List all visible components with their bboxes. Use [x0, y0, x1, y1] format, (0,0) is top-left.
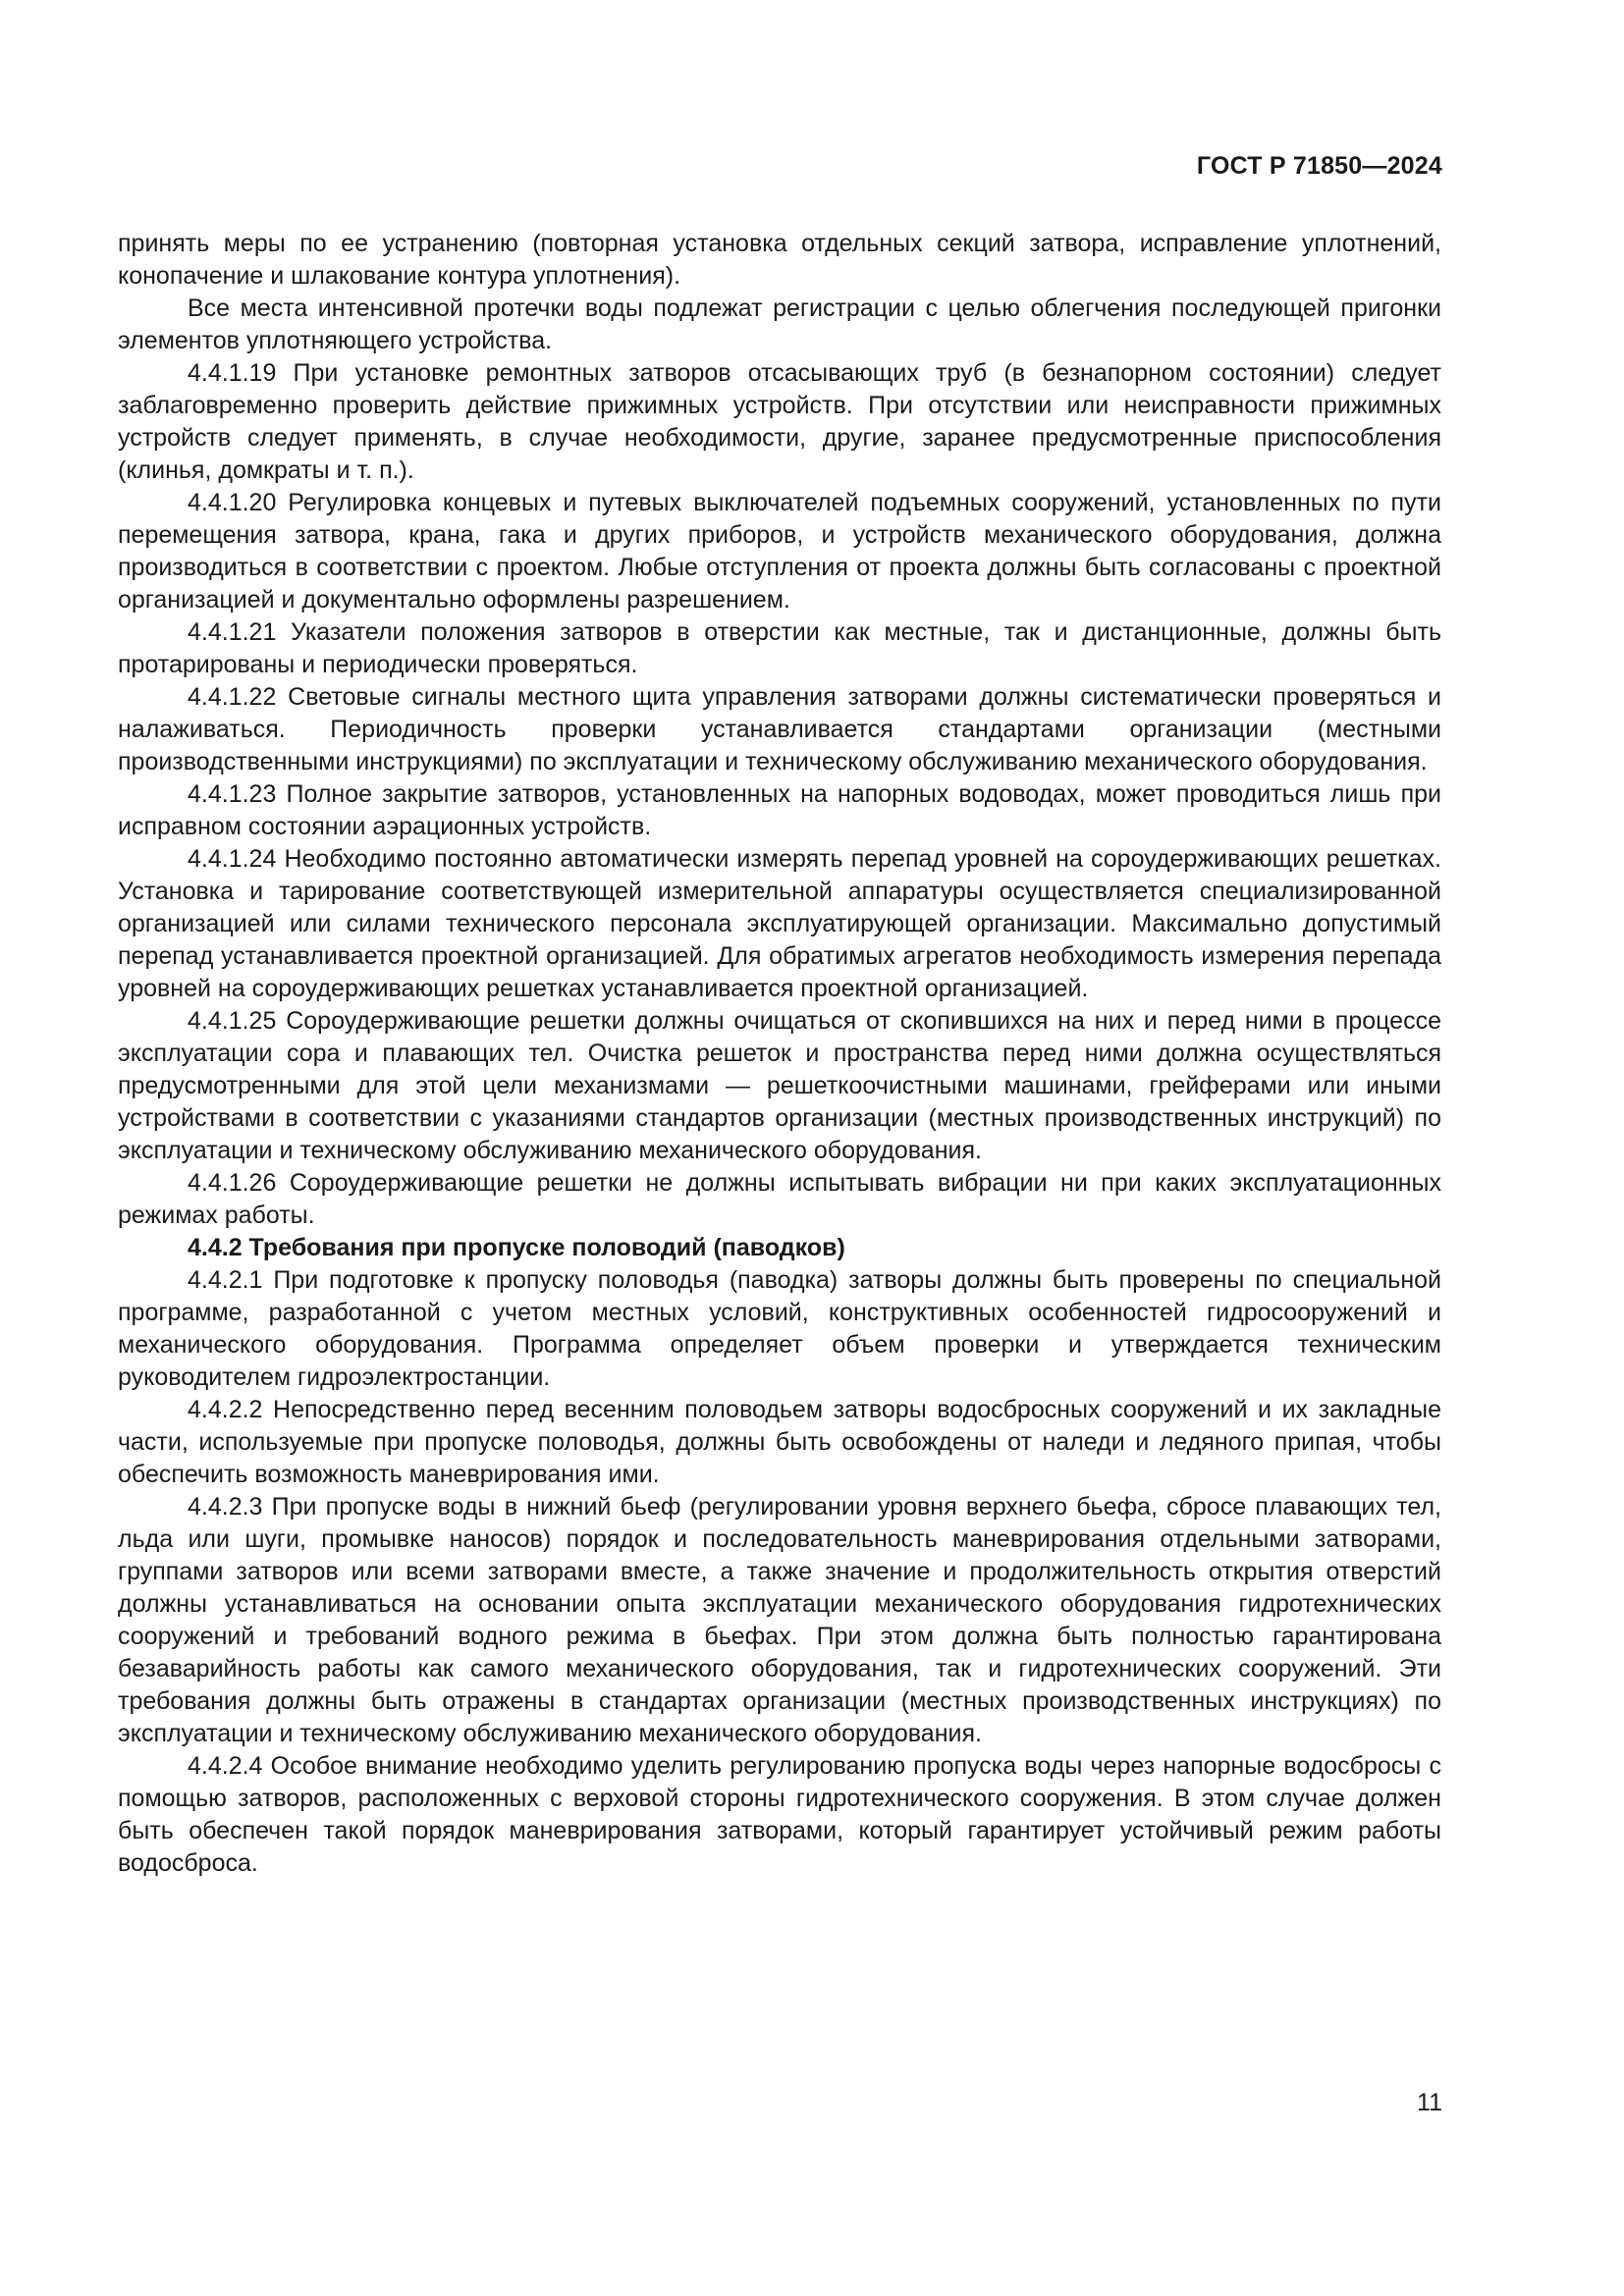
clause-4-4-1-19: 4.4.1.19 При установке ремонтных затворов отсасывающих труб (в безнапорном состоянии) следует заблаговременно проверить действие прижимных устройств. При отсутствии или неисправности прижимных устройств следует применять, в случае необходимости, другие, заранее предусмотренные приспособления (клинья, домкраты и т. п.).: [118, 359, 1441, 484]
clause-4-4-1-22: 4.4.1.22 Световые сигналы местного щита управления затворами должны систематически проверяться и налаживаться. Периодичность проверки устанавливается стандартами организации (местными производственными инструкциями) по эксплуатации и техническому обслуживанию механического оборудования.: [118, 683, 1441, 775]
clause-4-4-1-25: 4.4.1.25 Сороудерживающие решетки должны очищаться от скопившихся на них и перед ними в процессе эксплуатации сора и плавающих тел. Очистка решеток и пространства перед ними должна осуществляться предусмотренными для этой цели механизмами — решеткоочистными машинами, грейферами или иными устройствами в соответствии с указаниями стандартов организации (местных производственных инструкций) по эксплуатации и техническому обслуживанию механического оборудования.: [118, 1007, 1441, 1164]
clause-4-4-1-21: 4.4.1.21 Указатели положения затворов в отверстии как местные, так и дистанционные, должны быть протарированы и периодически проверяться.: [118, 618, 1441, 678]
clause-4-4-2-3: 4.4.2.3 При пропуске воды в нижний бьеф (регулировании уровня верхнего бьефа, сбросе плавающих тел, льда или шуги, промывке наносов) порядок и последовательность маневрирования отдельными затворами, группами затворов или всеми затворами вместе, а также значение и продолжительность открытия отверстий должны устанавливаться на основании опыта эксплуатации механического оборудования гидротехнических сооружений и требований водного режима в бьефах. При этом должна быть полностью гарантирована безаварийность работы как самого механического оборудования, так и гидротехнических сооружений. Эти требования должны быть отражены в стандартах организации (местных производственных инструкциях) по эксплуатации и техническому обслуживанию механического оборудования.: [118, 1493, 1441, 1747]
paragraph-continuation: принять меры по ее устранению (повторная установка отдельных секций затвора, исправление уплотнений, конопачение и шлакование контура уплотнения).: [118, 230, 1441, 290]
paragraph: Все места интенсивной протечки воды подлежат регистрации с целью облегчения последующей пригонки элементов уплотняющего устройства.: [118, 294, 1441, 354]
page-number: 11: [1417, 2089, 1442, 2116]
document-header: ГОСТ Р 71850—2024: [1196, 152, 1442, 180]
document-body: [118, 228, 1441, 1880]
section-heading-4-4-2: 4.4.2 Требования при пропуске половодий (паводков): [188, 1234, 845, 1261]
clause-4-4-1-23: 4.4.1.23 Полное закрытие затворов, установленных на напорных водоводах, может проводиться лишь при исправном состоянии аэрационных устройств.: [118, 780, 1441, 840]
clause-4-4-1-20: 4.4.1.20 Регулировка концевых и путевых выключателей подъемных сооружений, установленных по пути перемещения затвора, крана, гака и других приборов, и устройств механического оборудования, должна производиться в соответствии с проектом. Любые отступления от проекта должны быть согласованы с проектной организацией и документально оформлены разрешением.: [118, 489, 1441, 614]
clause-4-4-2-1: 4.4.2.1 При подготовке к пропуску половодья (паводка) затворы должны быть проверены по специальной программе, разработанной с учетом местных условий, конструктивных особенностей гидросооружений и механического оборудования. Программа определяет объем проверки и утверждается техническим руководителем гидроэлектростанции.: [118, 1266, 1441, 1391]
clause-4-4-2-4: 4.4.2.4 Особое внимание необходимо уделить регулированию пропуска воды через напорные водосбросы с помощью затворов, расположенных с верховой стороны гидротехнического сооружения. В этом случае должен быть обеспечен такой порядок маневрирования затворами, который гарантирует устойчивый режим работы водосброса.: [118, 1752, 1441, 1877]
clause-4-4-1-26: 4.4.1.26 Сороудерживающие решетки не должны испытывать вибрации ни при каких эксплуатационных режимах работы.: [118, 1169, 1441, 1229]
clause-4-4-2-2: 4.4.2.2 Непосредственно перед весенним половодьем затворы водосбросных сооружений и их закладные части, используемые при пропуске половодья, должны быть освобождены от наледи и ледяного припая, чтобы обеспечить возможность маневрирования ими.: [118, 1396, 1441, 1488]
clause-4-4-1-24: 4.4.1.24 Необходимо постоянно автоматически измерять перепад уровней на сороудерживающих решетках. Установка и тарирование соответствующей измерительной аппаратуры осуществляется специализированной организацией или силами технического персонала эксплуатирующей организации. Максимально допустимый перепад устанавливается проектной организацией. Для обратимых агрегатов необходимость измерения перепада уровней на сороудерживающих решетках устанавливается проектной организацией.: [118, 845, 1441, 1002]
